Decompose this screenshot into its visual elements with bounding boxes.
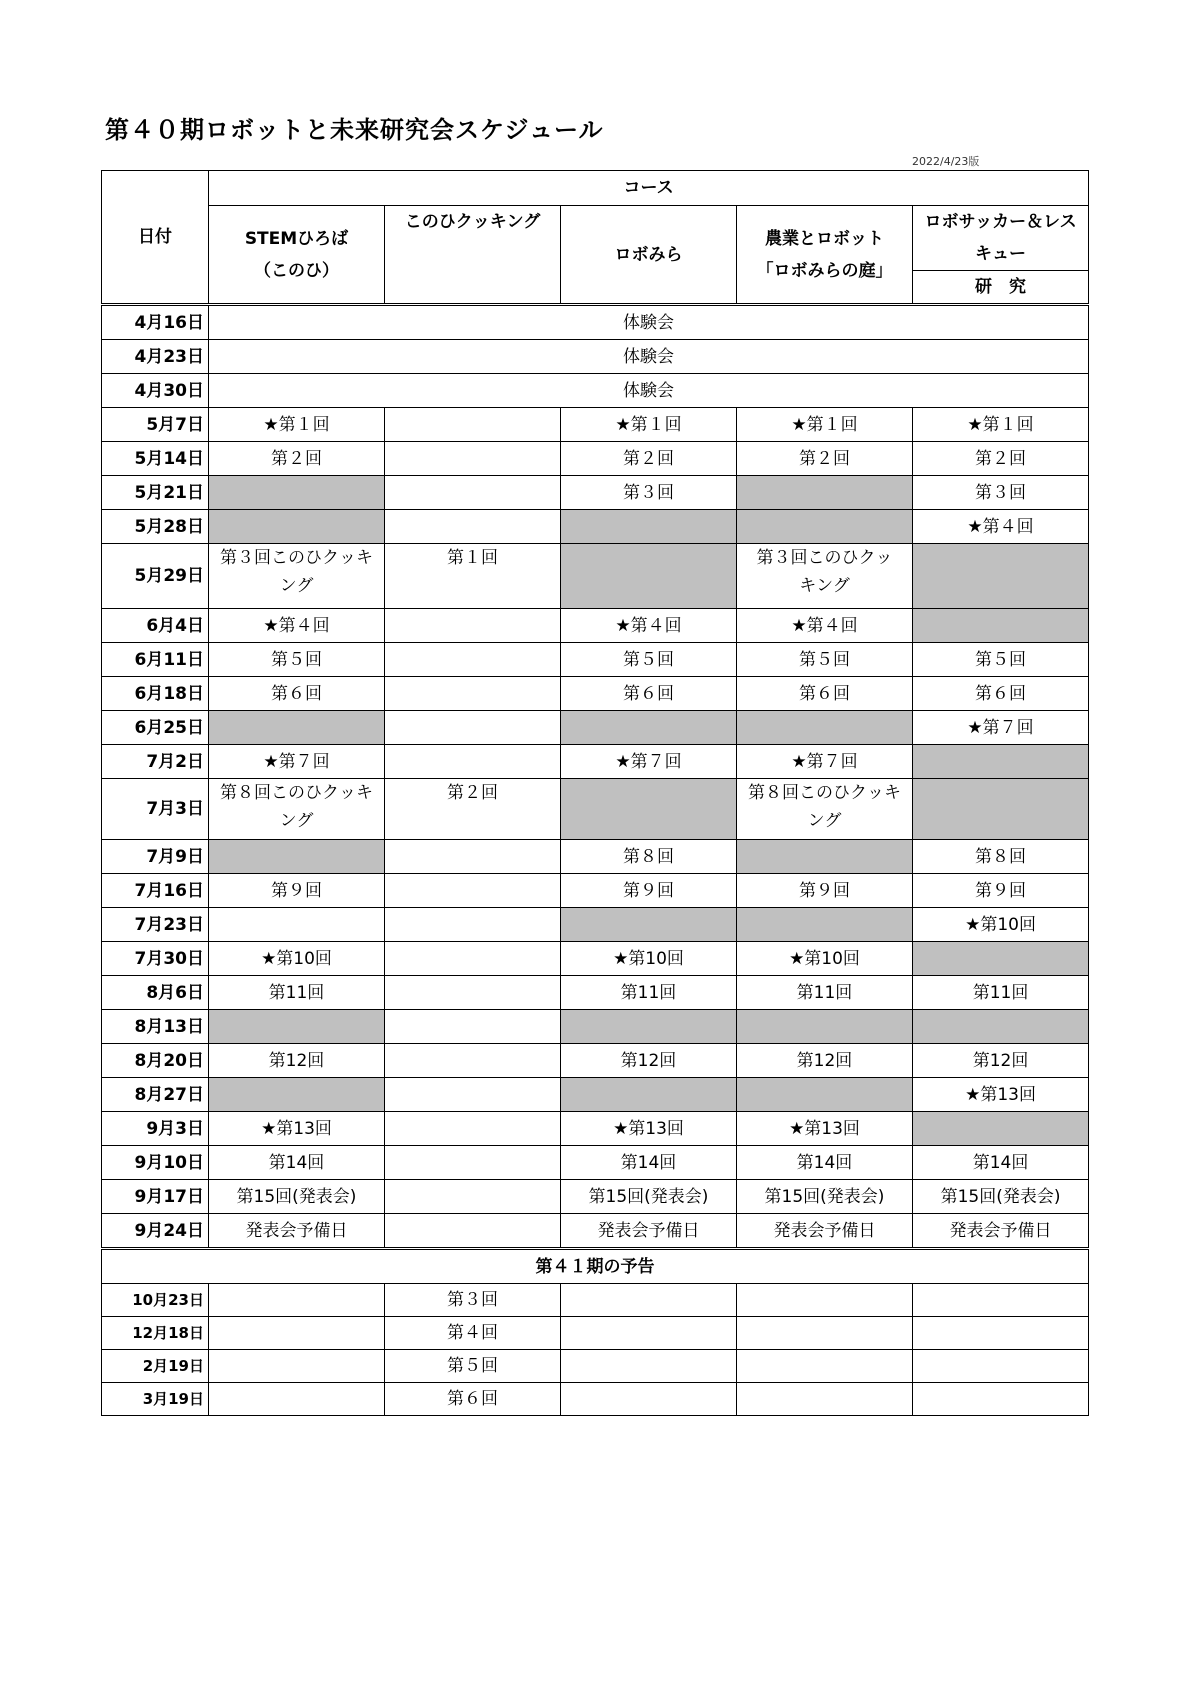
cell-robomira: 第12回 [561,1044,737,1078]
cell-agri: ★第４回 [737,609,913,643]
col-header-soccer [913,206,1089,271]
cell-agri [737,779,913,840]
cell-robomira: 第11回 [561,976,737,1010]
cell-soccer: 第９回 [913,874,1089,908]
row-date: 7月30日 [102,942,209,976]
row-date: 9月17日 [102,1180,209,1214]
cell-stem: 第６回 [209,677,385,711]
taiken-row [102,305,1089,340]
row-date: 7月2日 [102,745,209,779]
cell-stem: ★第10回 [209,942,385,976]
taiken-cell: 体験会 [209,340,1089,374]
cell-robomira: 第14回 [561,1146,737,1180]
row-date: 3月19日 [102,1383,209,1416]
cell-agri: 第９回 [737,874,913,908]
cell-cooking [385,874,561,908]
cell-soccer [913,745,1089,779]
cell-soccer [913,1112,1089,1146]
col-header-cooking [385,206,561,305]
col-header-stem [209,206,385,305]
cell-stem [209,840,385,874]
cell-robomira [561,544,737,609]
cell-stem [209,544,385,609]
row-date: 10月23日 [102,1284,209,1317]
row-date: 9月3日 [102,1112,209,1146]
row-date: 9月24日 [102,1214,209,1249]
cell-agri: 発表会予備日 [737,1214,913,1249]
col-header-soccer-line2: キュー [975,244,1027,264]
schedule-row [102,544,1089,609]
cell-line2: ング [279,811,314,831]
cell-cooking [385,1010,561,1044]
cell-soccer [913,779,1089,840]
cell-robomira: 第15回(発表会) [561,1180,737,1214]
cell-cooking [385,976,561,1010]
cell-cooking [385,908,561,942]
cell-stem: 第９回 [209,874,385,908]
cell-robomira [561,1010,737,1044]
cell-stem: 発表会予備日 [209,1214,385,1249]
cell-cooking [385,711,561,745]
cell-soccer [913,1317,1089,1350]
cell-soccer [913,1010,1089,1044]
schedule-row [102,677,1089,711]
cell-robomira [561,1350,737,1383]
cell-agri [737,1317,913,1350]
preview-header-row [102,1249,1089,1284]
schedule-row [102,745,1089,779]
cell-robomira: ★第10回 [561,942,737,976]
cell-line1: 第３回このひクッ [756,548,893,568]
cell-cooking [385,1146,561,1180]
preview-row [102,1284,1089,1317]
col-header-agri-line1: 農業とロボット [765,228,884,249]
cell-line2: ング [279,576,314,596]
cell-cooking: 第３回 [385,1284,561,1317]
cell-agri: 第14回 [737,1146,913,1180]
cell-stem: ★第13回 [209,1112,385,1146]
row-date: 5月29日 [102,544,209,609]
cell-robomira: ★第４回 [561,609,737,643]
row-date: 8月6日 [102,976,209,1010]
cell-cooking [385,609,561,643]
cell-stem [209,1010,385,1044]
preview-row [102,1383,1089,1416]
cell-stem [209,1317,385,1350]
cell-stem [209,510,385,544]
cell-robomira: 第５回 [561,643,737,677]
cell-robomira: 第３回 [561,476,737,510]
cell-cooking [385,1112,561,1146]
cell-agri: 第15回(発表会) [737,1180,913,1214]
cell-robomira: 第６回 [561,677,737,711]
cell-line2: ング [807,811,842,831]
cell-cooking [385,840,561,874]
schedule-row [102,942,1089,976]
schedule-row [102,442,1089,476]
schedule-row [102,1078,1089,1112]
schedule-row [102,1044,1089,1078]
taiken-cell: 体験会 [209,374,1089,408]
preview-row [102,1350,1089,1383]
cell-robomira: 第２回 [561,442,737,476]
row-date: 8月13日 [102,1010,209,1044]
cell-stem [209,711,385,745]
row-date: 4月23日 [102,340,209,374]
cell-agri: ★第13回 [737,1112,913,1146]
cell-soccer: 第15回(発表会) [913,1180,1089,1214]
col-header-soccer-sub: 研 究 [913,271,1089,305]
cell-soccer [913,609,1089,643]
cell-agri [737,1350,913,1383]
cell-agri: ★第10回 [737,942,913,976]
row-date: 4月16日 [102,305,209,340]
cell-robomira [561,779,737,840]
col-header-robomira-line1: ロボみら [614,244,683,265]
cell-soccer: 第６回 [913,677,1089,711]
cell-cooking [385,1078,561,1112]
col-header-agri [737,206,913,305]
cell-agri [737,1010,913,1044]
row-date: 6月25日 [102,711,209,745]
cell-agri: 第12回 [737,1044,913,1078]
row-date: 5月7日 [102,408,209,442]
cell-agri [737,1383,913,1416]
cell-stem [209,1078,385,1112]
cell-stem: 第15回(発表会) [209,1180,385,1214]
cell-robomira [561,1317,737,1350]
row-date: 4月30日 [102,374,209,408]
cell-robomira [561,510,737,544]
row-date: 8月20日 [102,1044,209,1078]
schedule-row [102,840,1089,874]
cell-agri: 第６回 [737,677,913,711]
cell-line1: 第３回このひクッキ [220,548,373,568]
cell-cooking [385,643,561,677]
cell-stem [209,1284,385,1317]
row-date: 2月19日 [102,1350,209,1383]
cell-agri [737,510,913,544]
schedule-row [102,1214,1089,1249]
cell-agri: ★第７回 [737,745,913,779]
row-date: 6月4日 [102,609,209,643]
schedule-row [102,476,1089,510]
cell-stem [209,779,385,840]
cell-stem [209,908,385,942]
cell-soccer: 発表会予備日 [913,1214,1089,1249]
cell-agri [737,1284,913,1317]
cell-cooking: 第６回 [385,1383,561,1416]
schedule-row [102,874,1089,908]
cell-stem: 第５回 [209,643,385,677]
col-header-soccer-line1: ロボサッカー＆レス [924,212,1077,232]
cell-robomira: 発表会予備日 [561,1214,737,1249]
col-header-stem-line1: STEMひろば [244,228,349,249]
col-header-stem-line2: （このひ） [254,260,339,281]
row-date: 7月3日 [102,779,209,840]
schedule-row [102,510,1089,544]
cell-stem [209,1383,385,1416]
col-header-cooking-line1: このひクッキング [404,212,541,232]
cell-cooking [385,510,561,544]
cell-agri [737,476,913,510]
cell-soccer: 第11回 [913,976,1089,1010]
row-date: 6月18日 [102,677,209,711]
row-date: 12月18日 [102,1317,209,1350]
taiken-row [102,374,1089,408]
cell-agri: 第２回 [737,442,913,476]
row-date: 5月21日 [102,476,209,510]
cell-cooking: 第４回 [385,1317,561,1350]
cell-agri [737,544,913,609]
cell-soccer: 第３回 [913,476,1089,510]
cell-robomira [561,711,737,745]
col-header-agri-line2: 「ロボみらの庭」 [756,260,893,281]
cell-soccer: ★第13回 [913,1078,1089,1112]
col-header-robomira [561,206,737,305]
cell-soccer [913,1284,1089,1317]
cell-stem [209,1350,385,1383]
schedule-row [102,1180,1089,1214]
row-date: 8月27日 [102,1078,209,1112]
cell-robomira [561,908,737,942]
cell-soccer: 第５回 [913,643,1089,677]
taiken-cell: 体験会 [209,305,1089,340]
cell-stem [209,476,385,510]
cell-agri: 第５回 [737,643,913,677]
cell-stem: ★第７回 [209,745,385,779]
cell-cooking [385,1214,561,1249]
page-title: 第４０期ロボットと未来研究会スケジュール [105,116,604,144]
cell-cooking [385,408,561,442]
cell-stem: ★第１回 [209,408,385,442]
cell-soccer [913,544,1089,609]
cell-cooking [385,677,561,711]
cell-cooking [385,942,561,976]
cell-soccer: 第２回 [913,442,1089,476]
cell-robomira: ★第13回 [561,1112,737,1146]
version-label: 2022/4/23版 [912,155,980,168]
cell-soccer: ★第１回 [913,408,1089,442]
schedule-row [102,609,1089,643]
row-date: 5月14日 [102,442,209,476]
cell-cooking [385,476,561,510]
cell-soccer [913,942,1089,976]
schedule-row [102,408,1089,442]
cell-stem: 第12回 [209,1044,385,1078]
row-date: 6月11日 [102,643,209,677]
cell-agri: 第11回 [737,976,913,1010]
cell-robomira [561,1284,737,1317]
schedule-row [102,1010,1089,1044]
cell-soccer [913,1350,1089,1383]
cell-stem: 第14回 [209,1146,385,1180]
schedule-row [102,1146,1089,1180]
schedule-row [102,711,1089,745]
cell-line1: 第８回このひクッキ [748,783,901,803]
cell-cooking [385,1044,561,1078]
date-header: 日付 [102,171,209,305]
schedule-row [102,976,1089,1010]
cell-soccer: 第12回 [913,1044,1089,1078]
cell-robomira [561,1078,737,1112]
schedule-row [102,643,1089,677]
row-date: 7月23日 [102,908,209,942]
cell-cooking [385,1180,561,1214]
cell-soccer: 第８回 [913,840,1089,874]
schedule-row [102,1112,1089,1146]
cell-line1: 第８回このひクッキ [220,783,373,803]
cell-soccer: ★第10回 [913,908,1089,942]
cell-robomira: ★第７回 [561,745,737,779]
row-date: 9月10日 [102,1146,209,1180]
row-date: 7月9日 [102,840,209,874]
taiken-row [102,340,1089,374]
cell-agri [737,1078,913,1112]
cell-robomira [561,1383,737,1416]
cell-agri [737,711,913,745]
cell-cooking [385,442,561,476]
cell-robomira: 第９回 [561,874,737,908]
cell-robomira: 第８回 [561,840,737,874]
schedule-row [102,779,1089,840]
cell-soccer: ★第４回 [913,510,1089,544]
cell-stem: 第11回 [209,976,385,1010]
cell-cooking: 第２回 [385,779,561,840]
cell-soccer: ★第７回 [913,711,1089,745]
cell-agri: ★第１回 [737,408,913,442]
course-header: コース [209,171,1089,206]
cell-line2: キング [799,576,850,596]
cell-cooking: 第１回 [385,544,561,609]
row-date: 5月28日 [102,510,209,544]
cell-robomira: ★第１回 [561,408,737,442]
cell-cooking [385,745,561,779]
row-date: 7月16日 [102,874,209,908]
schedule-row [102,908,1089,942]
cell-agri [737,908,913,942]
cell-cooking: 第５回 [385,1350,561,1383]
cell-soccer [913,1383,1089,1416]
cell-stem: 第２回 [209,442,385,476]
schedule-table [101,170,1089,1416]
cell-agri [737,840,913,874]
preview-label: 第４１期の予告 [102,1249,1089,1284]
cell-stem: ★第４回 [209,609,385,643]
cell-soccer: 第14回 [913,1146,1089,1180]
preview-row [102,1317,1089,1350]
